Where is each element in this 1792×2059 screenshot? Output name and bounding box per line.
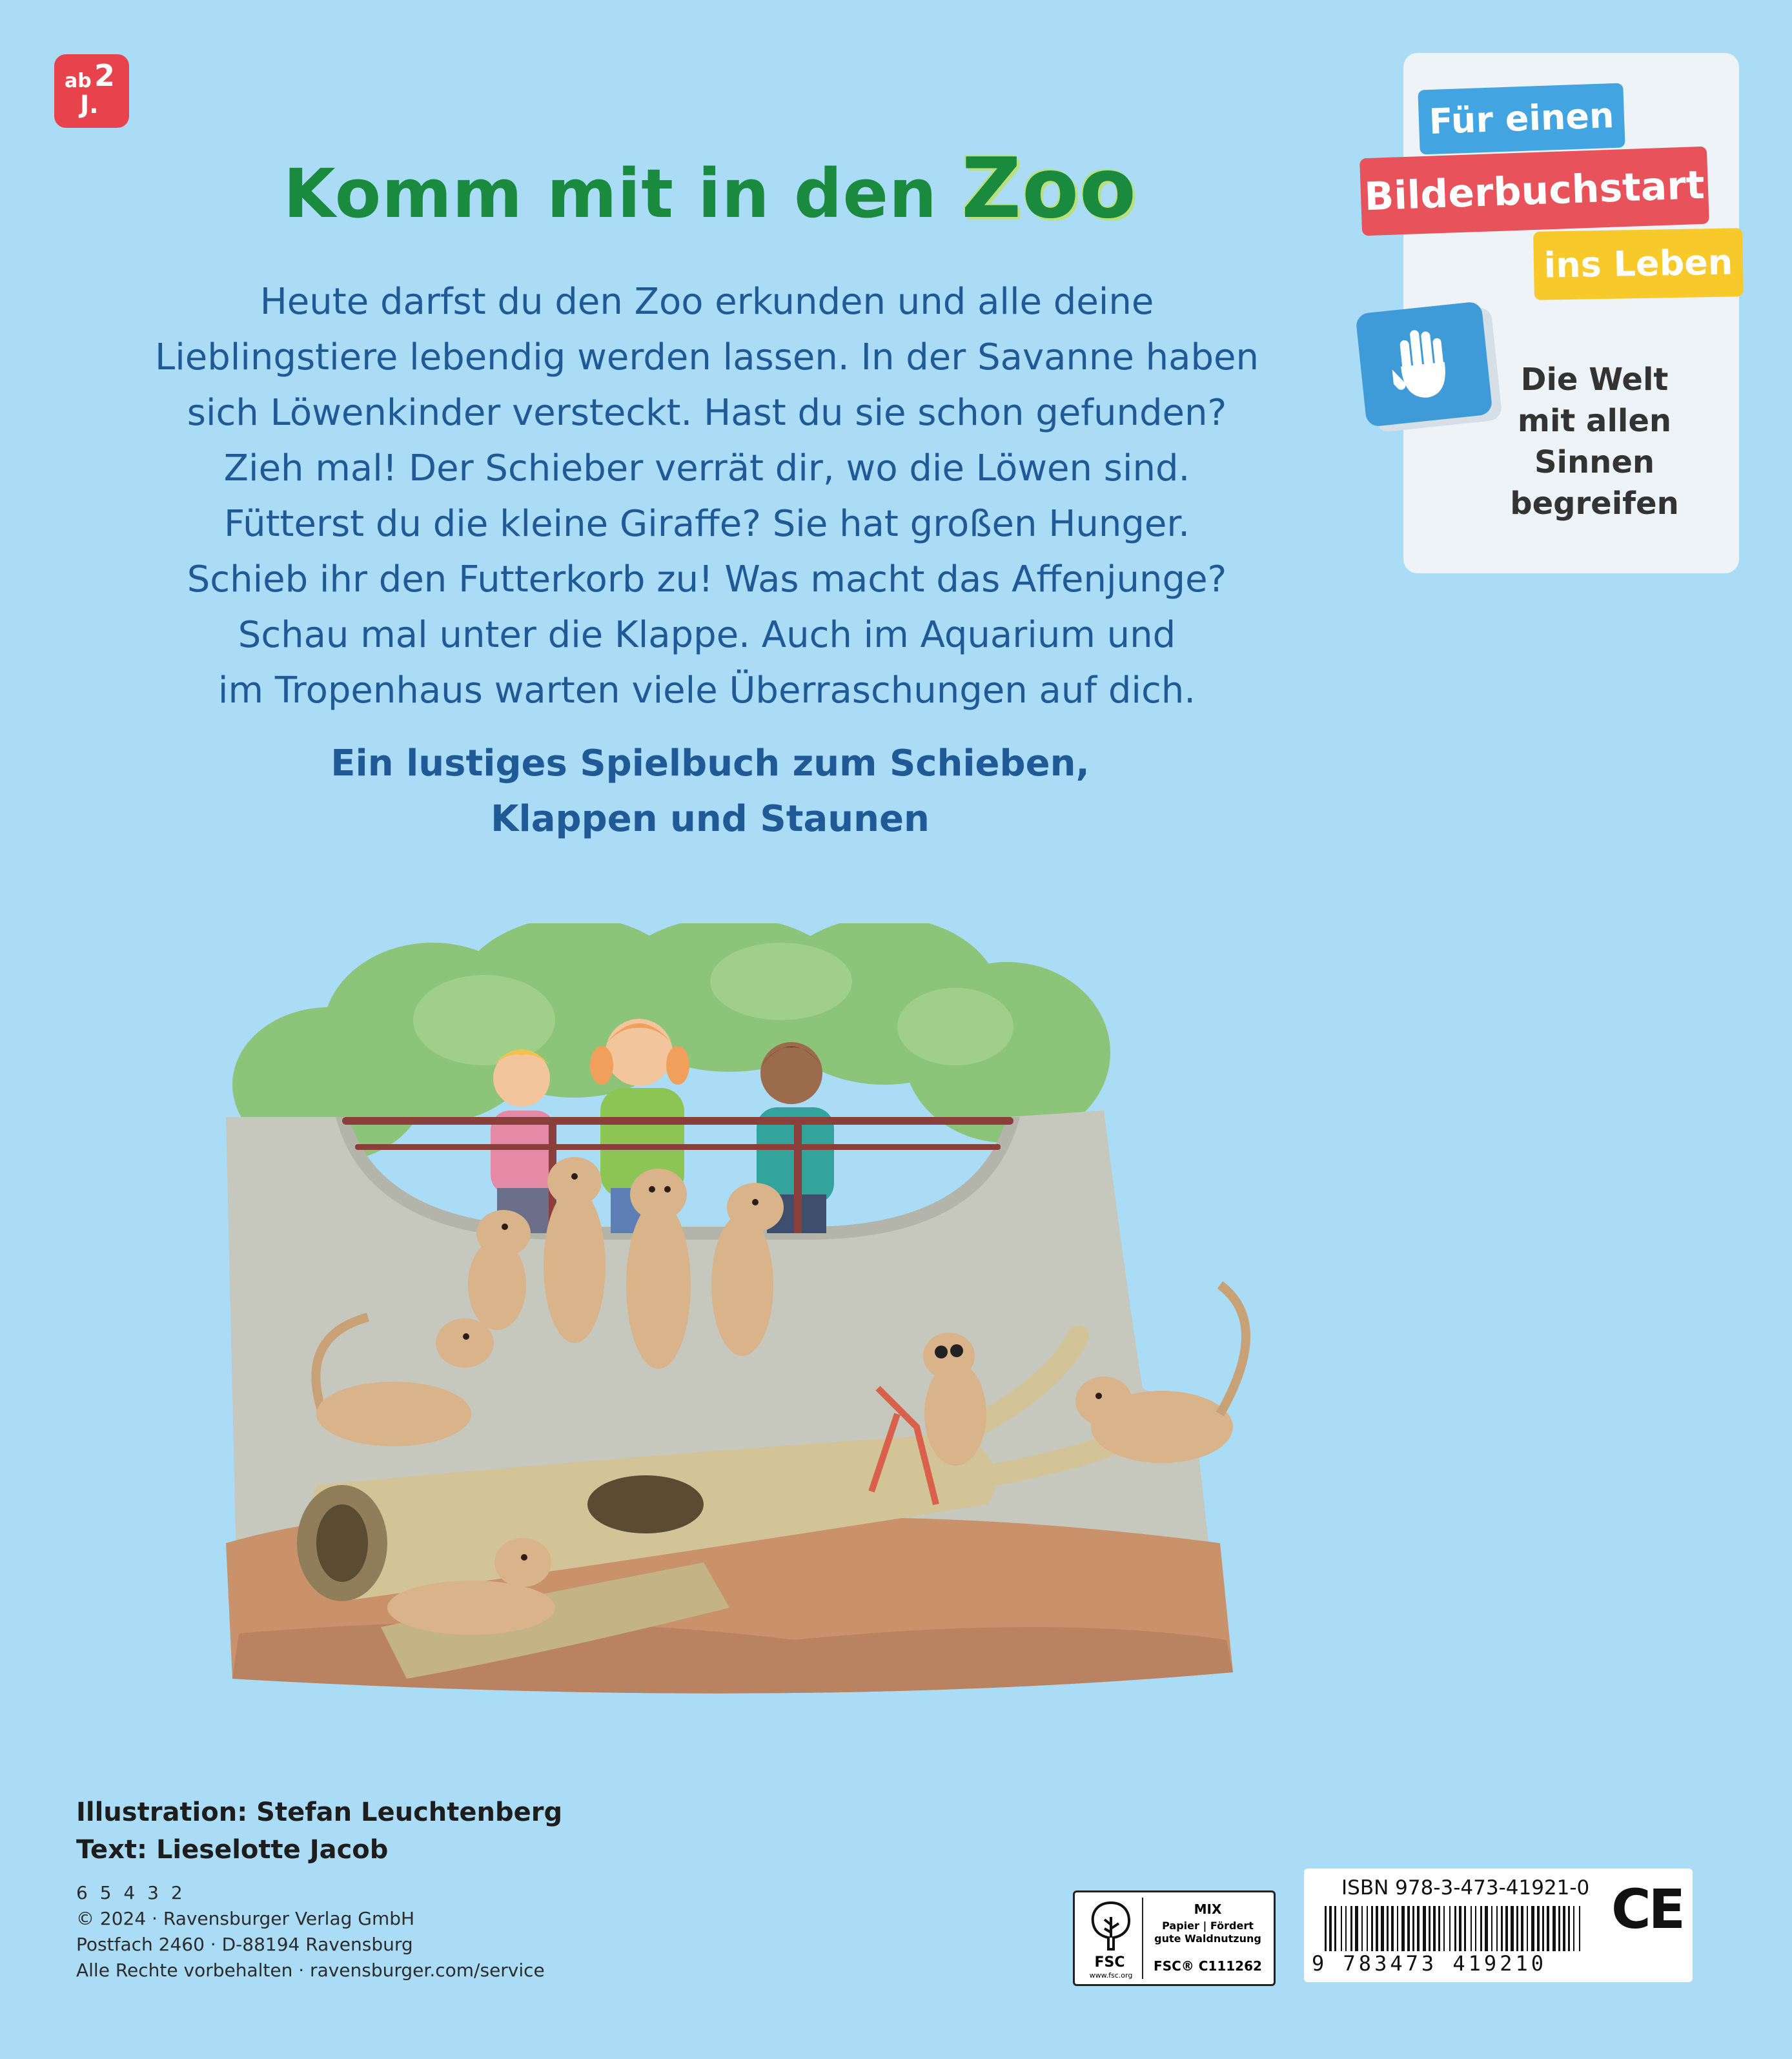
barcode-bar	[1443, 1906, 1445, 1951]
barcode-bar	[1464, 1906, 1466, 1951]
promo-subtitle-line: mit allen	[1517, 403, 1672, 439]
fsc-license-code: FSC® C111262	[1154, 1958, 1262, 1974]
tagline-line: Klappen und Staunen	[491, 798, 930, 840]
author-credit: Text: Lieselotte Jacob	[76, 1835, 389, 1865]
barcode-bar	[1579, 1906, 1580, 1951]
series-chip-yellow: ins Leben	[1533, 228, 1744, 300]
barcode-bar	[1381, 1906, 1384, 1951]
rights-line: Alle Rechte vorbehalten · ravensburger.com/service	[76, 1960, 545, 1981]
barcode-bar	[1387, 1906, 1389, 1951]
barcode-bar	[1516, 1906, 1518, 1951]
ce-mark: CE	[1611, 1878, 1684, 1941]
promo-subtitle-line: Die Welt	[1520, 362, 1669, 398]
barcode-bar	[1361, 1906, 1363, 1951]
barcode-bar	[1417, 1906, 1420, 1951]
barcode-bar	[1547, 1906, 1549, 1951]
address-line: Postfach 2460 · D-88194 Ravensburg	[76, 1934, 413, 1955]
blurb-line: Lieblingstiere lebendig werden lassen. In der Savanne haben	[155, 336, 1259, 378]
barcode-bar	[1407, 1906, 1410, 1951]
barcode-bar	[1511, 1906, 1514, 1951]
title-highlight: Zoo	[961, 141, 1137, 237]
series-chip-blue: Für einen	[1418, 83, 1625, 154]
barcode-bar	[1412, 1906, 1414, 1951]
barcode-bar	[1480, 1906, 1482, 1951]
promo-subtitle-line: Sinnen	[1534, 444, 1655, 480]
isbn-number: ISBN 978-3-473-41921-0	[1341, 1876, 1590, 1900]
tagline	[194, 736, 1227, 847]
barcode-bar	[1397, 1906, 1398, 1951]
barcode-bar	[1553, 1906, 1556, 1951]
hand-icon-tile	[1355, 301, 1492, 427]
fsc-logo-text: FSC	[1094, 1954, 1125, 1971]
blurb-line: Schau mal unter die Klappe. Auch im Aquarium und	[238, 614, 1176, 656]
barcode-bar	[1475, 1906, 1476, 1951]
illustrator-credit: Illustration: Stefan Leuchtenberg	[76, 1798, 563, 1827]
age-number: 2	[94, 58, 116, 93]
barcode-bar	[1325, 1906, 1327, 1951]
barcode-bar	[1563, 1906, 1565, 1951]
fsc-tree-icon	[1086, 1899, 1135, 1953]
barcode-bar	[1376, 1906, 1378, 1951]
age-unit: J.	[80, 90, 99, 119]
barcode-bar	[1355, 1906, 1358, 1951]
copyright-line: © 2024 · Ravensburger Verlag GmbH	[76, 1908, 415, 1929]
barcode-bar	[1537, 1906, 1540, 1951]
title-main: Komm mit in den	[283, 154, 938, 233]
barcode-bar	[1433, 1906, 1436, 1951]
barcode-bar	[1341, 1906, 1342, 1951]
barcode-box	[1304, 1869, 1693, 1982]
promo-subtitle-line: begreifen	[1510, 486, 1679, 522]
barcode-bar	[1542, 1906, 1544, 1951]
barcode-bar	[1449, 1906, 1451, 1951]
credits	[76, 1794, 562, 1869]
barcode-bar	[1505, 1906, 1508, 1951]
blurb-line: Heute darfst du den Zoo erkunden und alle deine	[260, 281, 1154, 323]
barcode-bar	[1573, 1906, 1574, 1951]
barcode-bar	[1401, 1906, 1405, 1951]
blurb-line: Fütterst du die kleine Giraffe? Sie hat großen Hunger.	[223, 503, 1190, 545]
barcode-bar	[1345, 1906, 1347, 1951]
fsc-mix: MIX	[1194, 1901, 1222, 1917]
barcode-bar	[1350, 1906, 1352, 1951]
barcode-bar	[1334, 1906, 1336, 1951]
blurb-line: Schieb ihr den Futterkorb zu! Was macht das Affenjunge?	[187, 558, 1227, 600]
blurb-line: im Tropenhaus warten viele Überraschungen auf dich.	[218, 670, 1196, 712]
print-run-numbers: 6 5 4 3 2	[76, 1882, 183, 1903]
promo-subtitle	[1504, 359, 1685, 524]
fsc-label-box	[1073, 1890, 1276, 1986]
hand-icon	[1388, 323, 1460, 405]
barcode-bar	[1371, 1906, 1373, 1951]
book-title	[194, 141, 1227, 237]
fsc-url: www.fsc.org	[1089, 1971, 1133, 1980]
barcode-bar	[1568, 1906, 1570, 1951]
age-prefix: ab	[65, 70, 92, 92]
barcode-bar	[1521, 1906, 1523, 1951]
ean-digits: 9 783473 419210	[1312, 1951, 1547, 1976]
age-badge	[54, 54, 129, 128]
fsc-paper-text	[1143, 1920, 1272, 1945]
barcode-bar	[1496, 1906, 1498, 1951]
barcode-bar	[1429, 1906, 1431, 1951]
barcode-bar	[1558, 1906, 1560, 1951]
barcode-bar	[1501, 1906, 1503, 1951]
barcode-bar	[1531, 1906, 1534, 1951]
barcode-icon	[1325, 1906, 1583, 1951]
series-chip-red: Bilderbuchstart	[1359, 147, 1709, 236]
barcode-bar	[1527, 1906, 1528, 1951]
barcode-bar	[1329, 1906, 1332, 1951]
barcode-bar	[1485, 1906, 1488, 1951]
barcode-bar	[1459, 1906, 1461, 1951]
blurb-line: sich Löwenkinder versteckt. Hast du sie schon gefunden?	[187, 392, 1227, 434]
blurb-line: Zieh mal! Der Schieber verrät dir, wo die Löwen sind.	[223, 447, 1190, 489]
meerkat-enclosure-illustration	[213, 923, 1414, 1724]
publisher-info	[76, 1880, 545, 1983]
barcode-bar	[1491, 1906, 1492, 1951]
barcode-bar	[1367, 1906, 1368, 1951]
barcode-bar	[1438, 1906, 1440, 1951]
barcode-bar	[1423, 1906, 1426, 1951]
tagline-line: Ein lustiges Spielbuch zum Schieben,	[331, 743, 1090, 784]
barcode-bar	[1391, 1906, 1394, 1951]
barcode-bar	[1471, 1906, 1472, 1951]
barcode-bar	[1454, 1906, 1456, 1951]
blurb-text	[110, 274, 1304, 719]
fsc-paper-line: Papier | Fördert	[1162, 1920, 1254, 1932]
fsc-paper-line: gute Waldnutzung	[1154, 1932, 1261, 1945]
